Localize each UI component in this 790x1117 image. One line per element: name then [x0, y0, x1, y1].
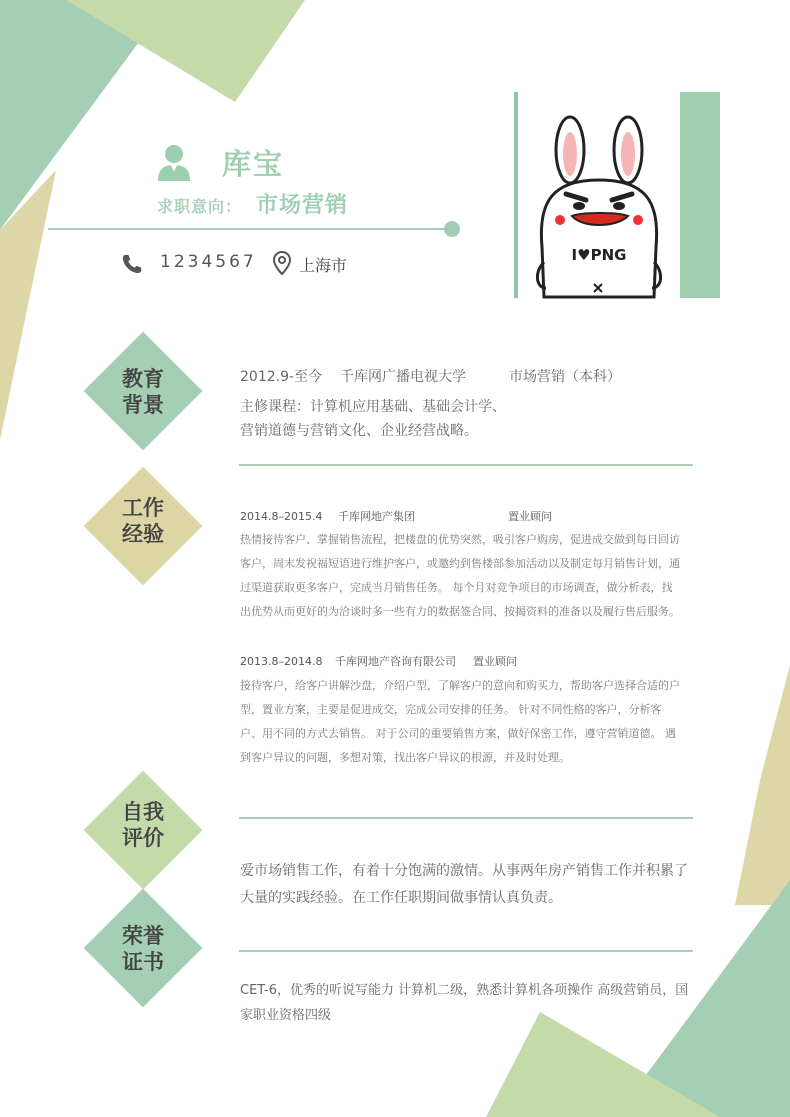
job1-row: [240, 508, 552, 524]
section-title-work: 工作 经验: [122, 496, 164, 546]
header-divider-dot: [444, 221, 460, 237]
job1-description: 热情接待客户、掌握销售流程，把楼盘的优势突然，吸引客户购房，促进成交做到每日回访客户，周末发祝福短语进行维护客户，或邀约到售楼部参加活动以及制定每月销售计划，通过渠道获取更多客户，完成当月销售任务。 每个月对竞争项目的市场调查，做分析表，找出优势从而更好的为洽谈时多一些有力的数据签合同、按揭资料的准备以及履行售后服务。: [240, 533, 680, 618]
objective-value: 市场营销: [256, 193, 349, 218]
job1-company: 千库网地产集团: [338, 510, 415, 523]
section-title-self-eval: 自我 评价: [122, 800, 164, 850]
job2-row: [240, 653, 517, 669]
education-courses-1: 主修课程：计算机应用基础、基础会计学、: [240, 399, 506, 415]
photo-caption: I♥PNG: [571, 246, 627, 264]
job1-period: 2014.8–2015.4: [240, 510, 323, 523]
applicant-name: 库宝: [222, 147, 285, 181]
job2-position: 置业顾问: [473, 655, 517, 668]
job2-description: 接待客户，给客户讲解沙盘，介绍户型，了解客户的意向和购买力，帮助客户选择合适的户型，置业方案，主要是促进成交，完成公司安排的任务。 针对不同性格的客户，分析客户、用不同的方式去销售。 对于公司的重要销售方案，做好保密工作，遵守营销道德。 遇到客户异议的问题，多想对策，找出客户异议的根源，并及时处理。: [240, 679, 680, 764]
divider-self-eval: [239, 950, 693, 952]
divider-education: [239, 464, 693, 466]
education-major: 市场营销（本科）: [509, 369, 621, 385]
section-title-education: 教育 背景: [122, 367, 164, 417]
education-courses-2: 营销道德与营销文化、企业经营战略。: [240, 423, 478, 439]
header-divider: [48, 228, 450, 230]
rabbit-mascot-photo: [524, 112, 674, 302]
education-school: 千库网广播电视大学: [340, 369, 466, 385]
person-icon: [157, 143, 191, 181]
education-row: [240, 366, 621, 386]
section-title-honors: 荣誉 证书: [122, 924, 164, 974]
job1-position: 置业顾问: [508, 510, 552, 523]
objective-label: 求职意向：: [157, 197, 243, 216]
divider-work: [239, 817, 693, 819]
photo-stripe-right: [680, 92, 720, 298]
phone-number: 1234567: [160, 252, 257, 272]
self-eval-text: 爱市场销售工作，有着十分饱满的激情。从事两年房产销售工作并积累了大量的实践经验。在工作任职期间做事情认真负责。: [240, 863, 688, 906]
job2-period: 2013.8–2014.8: [240, 655, 323, 668]
right-tan-shape: [735, 665, 790, 905]
location-pin-icon: [273, 251, 291, 275]
education-period: 2012.9-至今: [240, 369, 323, 385]
city: 上海市: [299, 256, 348, 275]
job2-company: 千库网地产咨询有限公司: [335, 655, 456, 668]
photo-stripe-left: [514, 92, 518, 298]
honors-text: CET-6，优秀的听说写能力 计算机二级，熟悉计算机各项操作 高级营销员，国家职业资格四级: [240, 983, 689, 1023]
phone-icon: [121, 253, 143, 275]
